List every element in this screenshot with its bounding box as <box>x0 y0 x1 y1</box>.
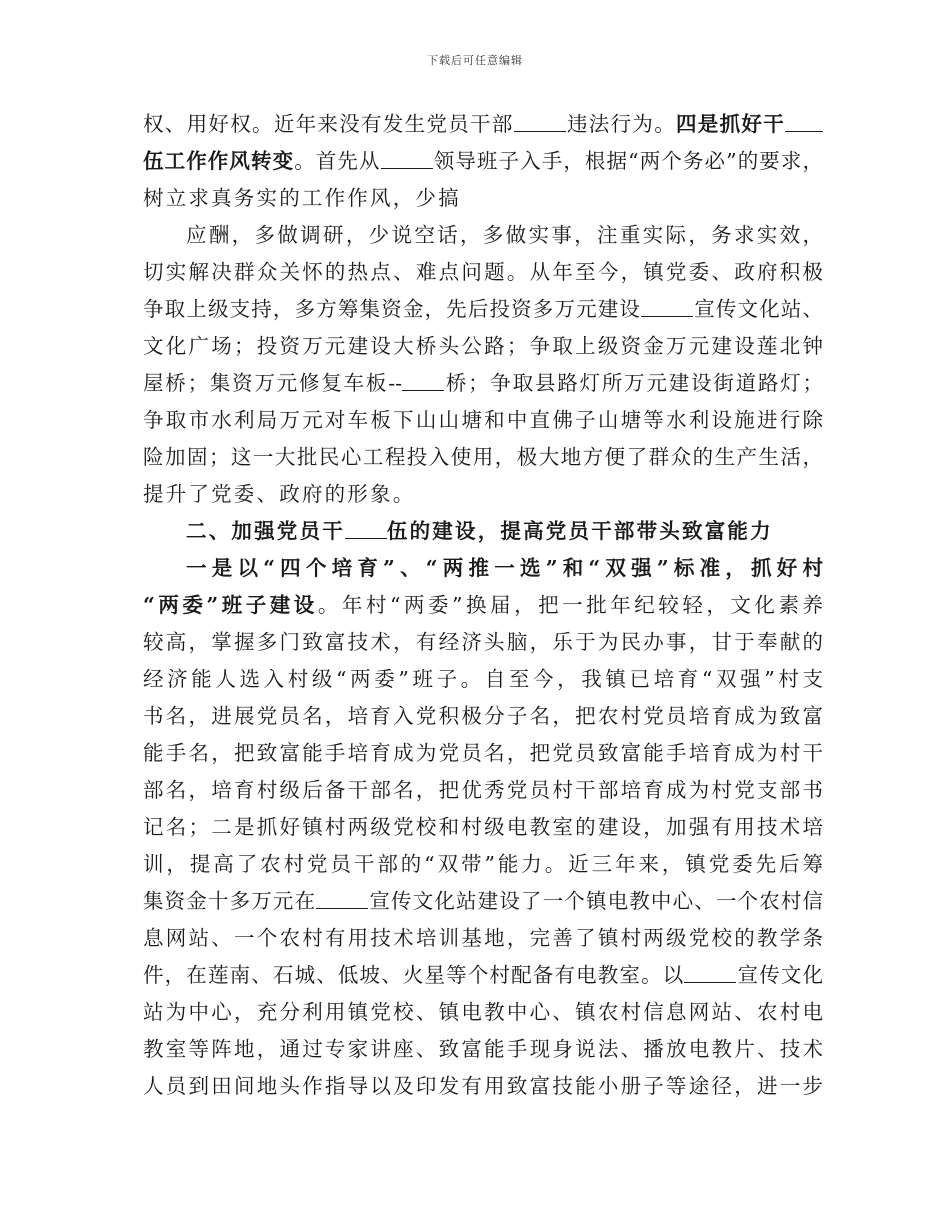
text-line: 伍工作作风转变。首先从 领导班子入手，根据“两个务必”的要求， <box>143 143 823 180</box>
text-line: 应酬，多做调研，少说空话，多做实事，注重实际，务求实效， <box>186 223 823 247</box>
text-line: 书名，进展党员名，培育入党积极分子名，把农村党员培育成为致富 <box>143 704 823 728</box>
text-line: 训，提高了农村党员干部的“双带”能力。近三年来，镇党委先后筹 <box>143 852 823 876</box>
text-line: 站为中心，充分利用镇党校、镇电教中心、镇农村信息网站、农村电 <box>143 1000 823 1024</box>
fill-blank <box>641 294 693 317</box>
text-line: 争取市水利局万元对车板下山山塘和中直佛子山塘等水利设施进行除 <box>143 408 823 432</box>
fill-blank <box>345 516 387 539</box>
text-line: 集资金十多万元在 宣传文化站建设了一个镇电教中心、一个农村信 <box>143 883 823 920</box>
fill-blank <box>684 960 736 983</box>
text-line: 树立求真务实的工作作风，少搞 <box>143 186 461 210</box>
document-body <box>143 106 823 1105</box>
text-line: 息网站、一个农村有用技术培训基地，完善了镇村两级党校的教学条 <box>143 926 823 950</box>
text-line: 能手名，把致富能手培育成为党员名，把党员致富能手培育成为村干 <box>143 741 823 765</box>
text-line: 提升了党委、政府的形象。 <box>143 482 416 506</box>
text-line: 经济能人选入村级“两委”班子。自至今，我镇已培育“双强”村支 <box>143 667 823 691</box>
text-line: 人员到田间地头作指导以及印发有用致富技能小册子等途径，进一步 <box>143 1074 823 1098</box>
text-line: 争取上级支持，多方筹集资金，先后投资多万元建设 宣传文化站、 <box>143 291 823 328</box>
fill-blank <box>381 146 433 169</box>
text-line: 较高，掌握多门致富技术，有经济头脑，乐于为民办事，甘于奉献的 <box>143 630 823 654</box>
section-heading: 二、加强党员干 伍的建设，提高党员干部带头致富能力 <box>143 513 823 550</box>
text-line: 件，在莲南、石城、低坡、火星等个村配备有电教室。以 宣传文化 <box>143 957 823 994</box>
text-line: “两委”班子建设。年村“两委”换届，把一批年纪较轻，文化素养 <box>143 593 823 617</box>
page-header: 下载后可任意编辑 <box>427 54 523 67</box>
fill-blank <box>514 109 566 132</box>
text-line: 记名；二是抓好镇村两级党校和村级电教室的建设，加强有用技术培 <box>143 815 823 839</box>
fill-blank <box>316 886 368 909</box>
text-line: 一是以“四个培育”、“两推一选”和“双强”标准，抓好村 <box>186 556 823 580</box>
text-line: 屋桥；集资万元修复车板-- 桥；争取县路灯所万元建设街道路灯； <box>143 365 823 402</box>
text-line: 权、用好权。近年来没有发生党员干部 违法行为。四是抓好干 <box>143 106 823 143</box>
text-line: 险加固；这一大批民心工程投入使用，极大地方便了群众的生产生活， <box>143 445 823 469</box>
fill-blank <box>785 109 823 132</box>
text-line: 文化广场；投资万元建设大桥头公路；争取上级资金万元建设莲北钟 <box>143 334 823 358</box>
fill-blank <box>402 368 444 391</box>
text-line: 切实解决群众关怀的热点、难点问题。从年至今，镇党委、政府积极 <box>143 260 823 284</box>
text-line: 教室等阵地，通过专家讲座、致富能手现身说法、播放电教片、技术 <box>143 1037 823 1061</box>
text-line: 部名，培育村级后备干部名，把优秀党员村干部培育成为村党支部书 <box>143 778 823 802</box>
